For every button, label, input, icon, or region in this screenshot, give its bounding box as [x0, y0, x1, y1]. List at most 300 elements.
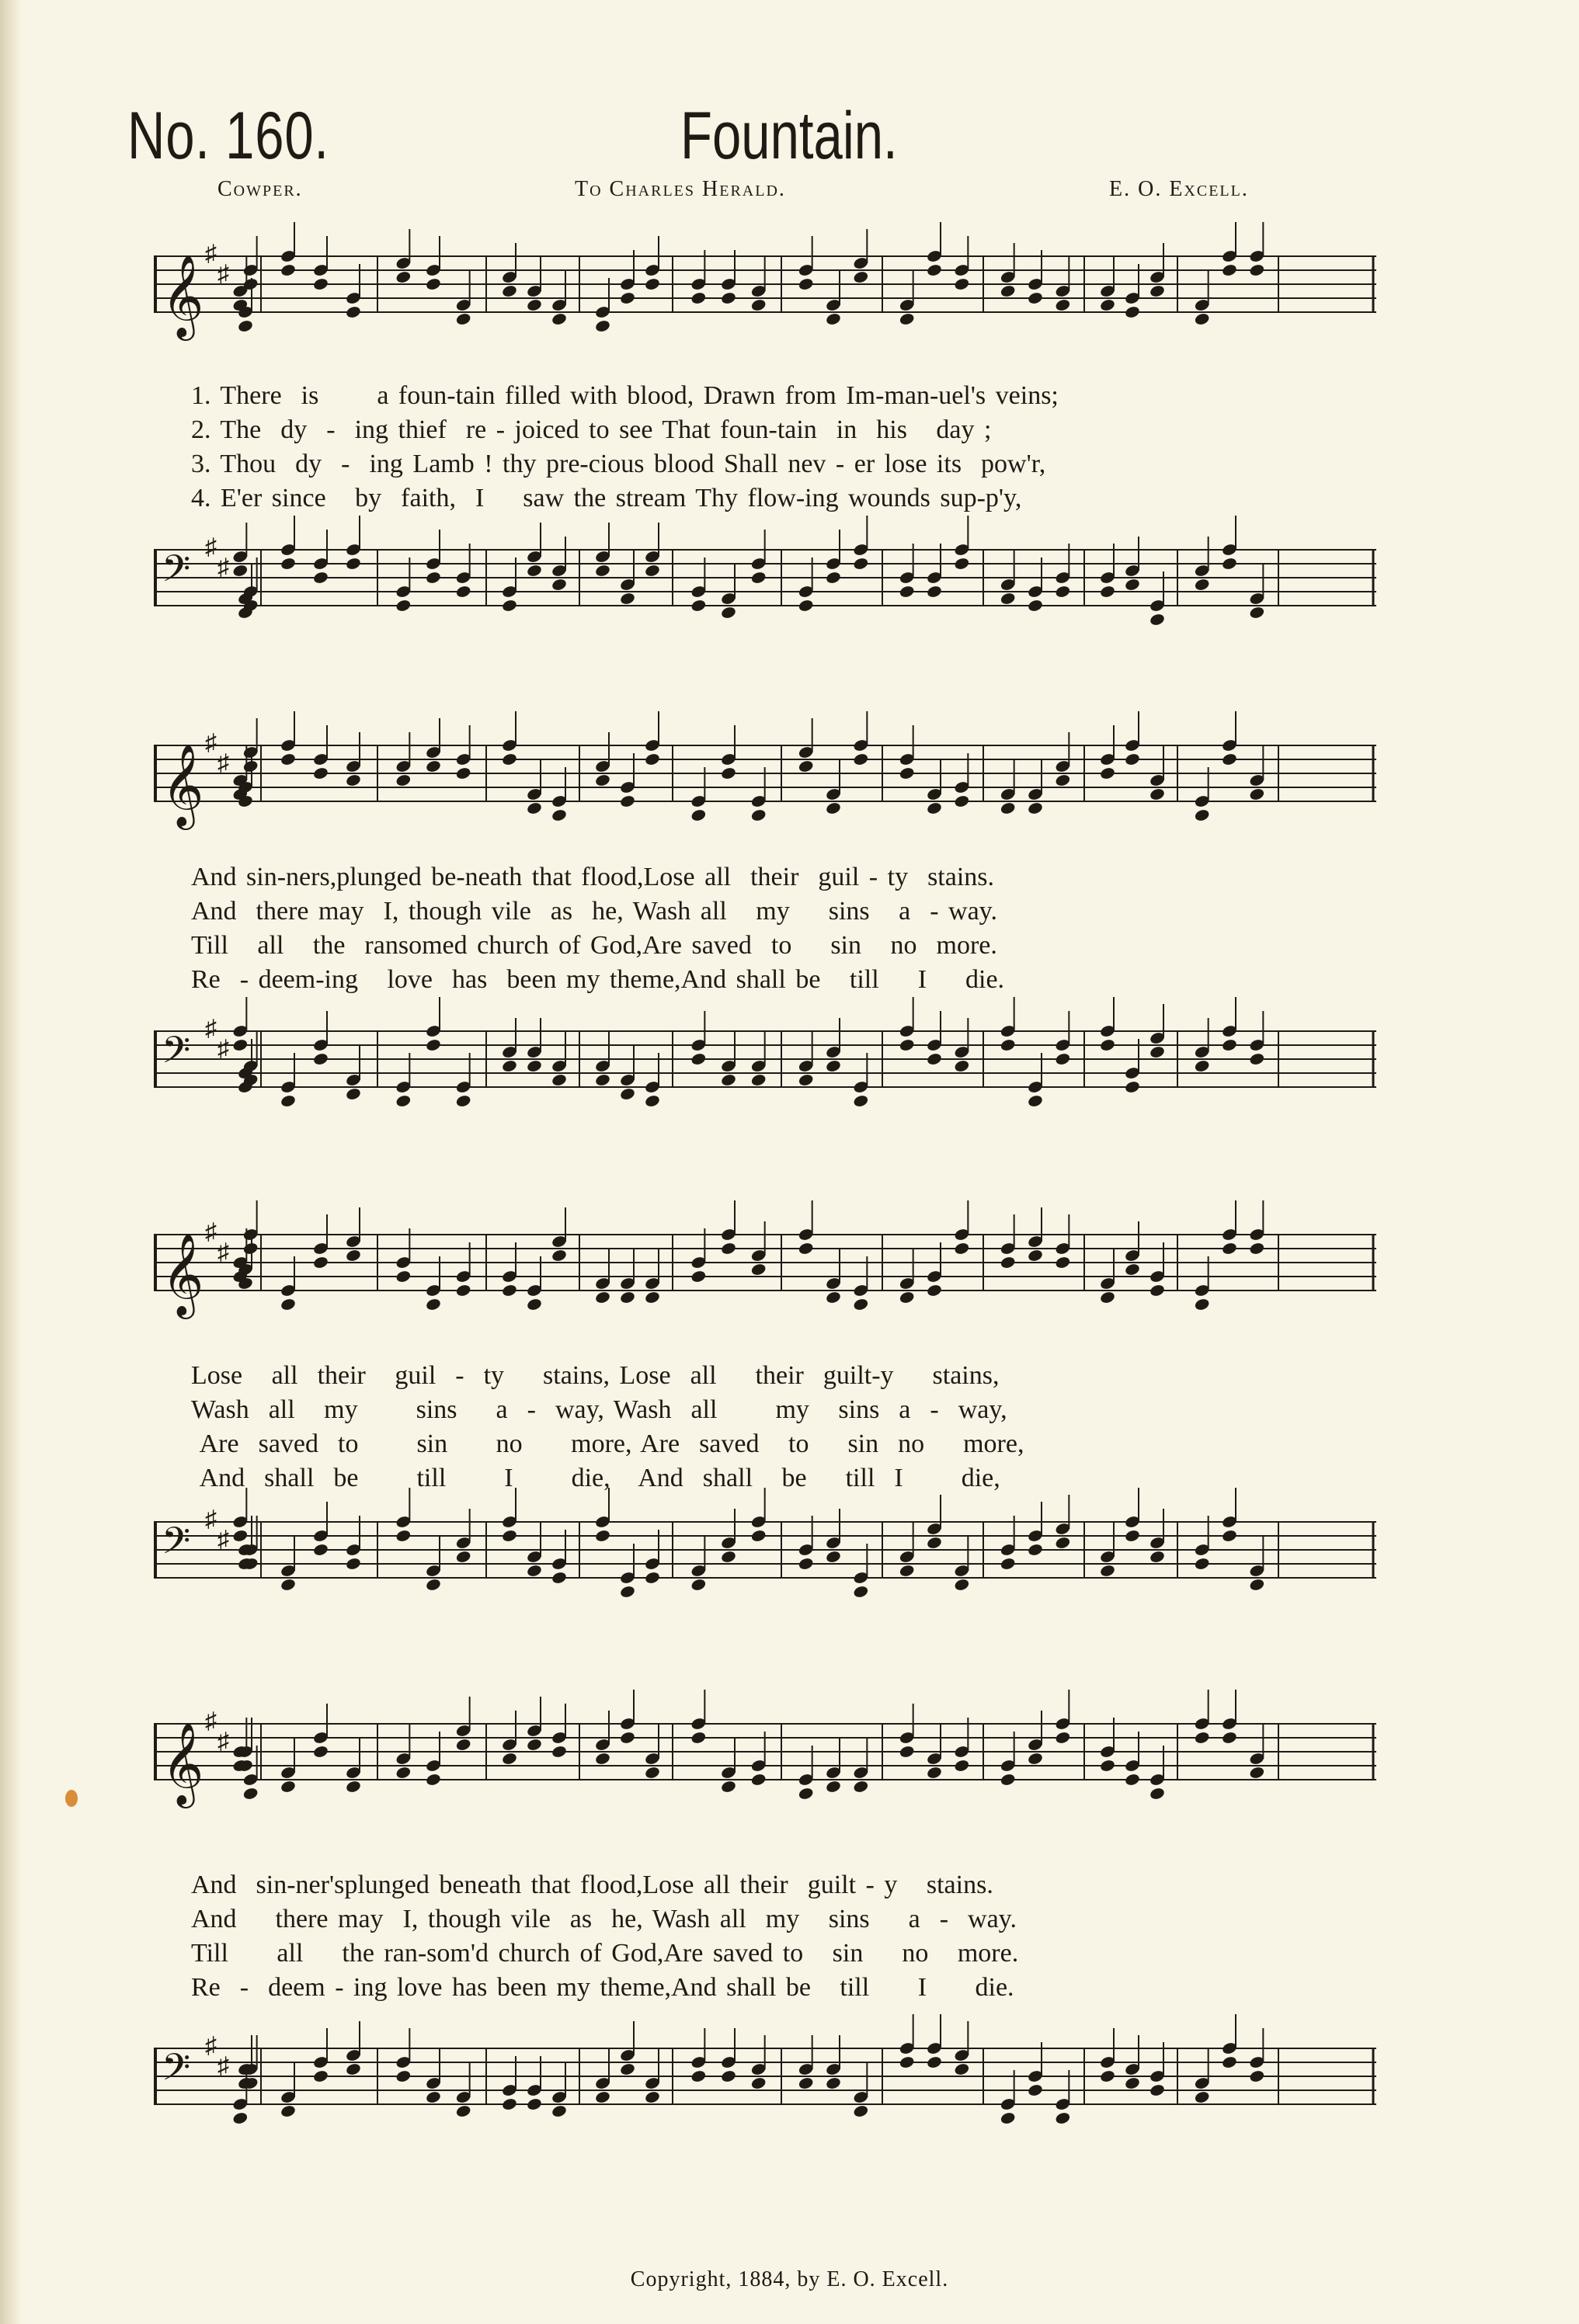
- notehead: [395, 1766, 412, 1780]
- treble-staff-1: [144, 233, 1392, 349]
- notehead: [501, 1752, 517, 1766]
- notehead: [720, 1242, 736, 1256]
- notehead: [926, 1284, 942, 1297]
- notehead: [690, 599, 707, 613]
- notehead: [825, 2076, 841, 2090]
- notehead: [425, 1578, 441, 1592]
- notehead: [720, 291, 736, 305]
- treble-clef-icon: 𝄞: [162, 1232, 204, 1315]
- notehead: [242, 759, 259, 773]
- notehead: [750, 2076, 767, 2090]
- treble-clef-icon: 𝄞: [162, 743, 204, 826]
- music-system-4: [144, 1677, 1392, 2159]
- notehead: [825, 1059, 841, 1073]
- notehead: [312, 766, 329, 780]
- notehead: [899, 585, 915, 599]
- notehead: [1194, 578, 1210, 592]
- notehead: [1194, 2090, 1210, 2104]
- notehead: [619, 1291, 635, 1304]
- notehead: [1149, 787, 1165, 801]
- notehead: [644, 1291, 660, 1304]
- notehead: [1099, 585, 1115, 599]
- composer-credit: E. O. Excell.: [1109, 177, 1249, 201]
- key-sharp-icon: ♯: [217, 261, 229, 287]
- notehead: [1027, 1094, 1043, 1108]
- notehead: [644, 1766, 660, 1780]
- lyric-line-verse-3: Till all the ran-som'd church of God,Are saved to sin no more.: [191, 1939, 1019, 1968]
- copyright-notice: Copyright, 1884, by E. O. Excell.: [630, 2267, 949, 2291]
- notehead: [1149, 613, 1165, 627]
- notehead: [425, 571, 441, 585]
- notehead: [619, 592, 635, 606]
- notehead: [345, 1780, 361, 1794]
- notehead: [1249, 1242, 1265, 1256]
- lyric-line-verse-4: 4. E'er since by faith, I saw the stream Thy flow-ing wounds sup-p'y,: [191, 484, 1022, 512]
- notehead: [1221, 2055, 1237, 2069]
- notehead: [1221, 1529, 1237, 1543]
- notehead: [619, 1087, 635, 1101]
- notehead: [594, 564, 610, 578]
- notehead: [798, 1073, 814, 1087]
- notehead: [750, 571, 767, 585]
- notehead: [1221, 1242, 1237, 1256]
- notehead: [312, 2069, 329, 2083]
- notehead: [455, 1094, 471, 1108]
- notehead: [690, 808, 707, 822]
- notehead: [280, 1297, 296, 1311]
- notehead: [798, 759, 814, 773]
- notehead: [395, 1270, 412, 1284]
- notehead: [280, 1578, 296, 1592]
- notehead: [954, 1059, 970, 1073]
- notehead: [720, 1780, 736, 1794]
- notehead: [594, 1752, 610, 1766]
- notehead: [1055, 585, 1071, 599]
- notehead: [825, 1780, 841, 1794]
- notehead: [455, 312, 471, 326]
- notehead: [1124, 305, 1140, 319]
- notehead: [720, 2069, 736, 2083]
- notehead: [312, 1256, 329, 1270]
- notehead: [232, 2111, 249, 2125]
- notehead: [1055, 1536, 1071, 1550]
- notehead: [690, 1578, 707, 1592]
- notehead: [280, 263, 296, 277]
- notehead: [1000, 2111, 1016, 2125]
- notehead: [1124, 578, 1140, 592]
- notehead: [926, 1052, 942, 1066]
- treble-clef-icon: 𝄞: [162, 254, 204, 337]
- notehead: [825, 1291, 841, 1304]
- notehead: [395, 1094, 412, 1108]
- bass-staff-2: [144, 1008, 1392, 1124]
- notehead: [1249, 606, 1265, 620]
- key-sharp-icon: ♯: [205, 730, 217, 756]
- notehead: [825, 1550, 841, 1564]
- notehead: [501, 752, 517, 766]
- notehead: [551, 1073, 567, 1087]
- notehead: [1027, 599, 1043, 613]
- notehead: [853, 1585, 869, 1599]
- notehead: [1149, 1045, 1165, 1059]
- notehead: [395, 1529, 412, 1543]
- notehead: [1055, 1256, 1071, 1270]
- notehead: [345, 1087, 361, 1101]
- treble-staff-2: [144, 722, 1392, 839]
- notehead: [750, 1529, 767, 1543]
- notehead: [1124, 752, 1140, 766]
- notehead: [1249, 1578, 1265, 1592]
- notehead: [1027, 1249, 1043, 1263]
- notehead: [1249, 2069, 1265, 2083]
- notehead: [345, 773, 361, 787]
- notehead: [619, 1731, 635, 1745]
- key-sharp-icon: ♯: [205, 1506, 217, 1532]
- key-sharp-icon: ♯: [205, 1219, 217, 1245]
- notehead: [551, 1571, 567, 1585]
- notehead: [455, 1738, 471, 1752]
- notehead: [1055, 773, 1071, 787]
- music-system-1: [144, 210, 1392, 652]
- notehead: [1249, 787, 1265, 801]
- notehead: [280, 557, 296, 571]
- notehead: [619, 291, 635, 305]
- notehead: [425, 277, 441, 291]
- key-sharp-icon: ♯: [205, 1016, 217, 1041]
- bass-staff-1: [144, 526, 1392, 643]
- notehead: [1249, 1766, 1265, 1780]
- lyric-line-verse-4: Re - deem - ing love has been my theme,And shall be till I die.: [191, 1973, 1014, 2002]
- notehead: [395, 599, 412, 613]
- treble-staff-3: [144, 1211, 1392, 1328]
- notehead: [798, 277, 814, 291]
- notehead: [594, 1529, 610, 1543]
- notehead: [395, 773, 412, 787]
- notehead: [594, 319, 610, 333]
- notehead: [1124, 1773, 1140, 1787]
- notehead: [1099, 1291, 1115, 1304]
- notehead: [1027, 1752, 1043, 1766]
- notehead: [526, 298, 542, 312]
- key-sharp-icon: ♯: [217, 1728, 229, 1754]
- notehead: [644, 752, 660, 766]
- notehead: [1000, 284, 1016, 298]
- notehead: [690, 1052, 707, 1066]
- notehead: [1027, 1543, 1043, 1557]
- notehead: [899, 1038, 915, 1052]
- notehead: [720, 1073, 736, 1087]
- lyric-line-verse-1: And sin-ners,plunged be-neath that flood,Lose all their guil - ty stains.: [191, 863, 995, 891]
- notehead: [1149, 1284, 1165, 1297]
- lyric-line-verse-4: Re - deem-ing love has been my theme,And shall be till I die.: [191, 965, 1005, 994]
- notehead: [345, 1557, 361, 1571]
- notehead: [619, 1585, 635, 1599]
- key-sharp-icon: ♯: [205, 2033, 217, 2058]
- notehead: [345, 305, 361, 319]
- notehead: [926, 1766, 942, 1780]
- notehead: [345, 557, 361, 571]
- notehead: [345, 2062, 361, 2076]
- notehead: [1099, 298, 1115, 312]
- notehead: [798, 2076, 814, 2090]
- notehead: [954, 557, 970, 571]
- notehead: [1221, 752, 1237, 766]
- notehead: [825, 312, 841, 326]
- notehead: [644, 277, 660, 291]
- notehead: [1099, 2069, 1115, 2083]
- notehead: [280, 1780, 296, 1794]
- notehead: [853, 2104, 869, 2118]
- notehead: [750, 1773, 767, 1787]
- notehead: [899, 2055, 915, 2069]
- notehead: [690, 1731, 707, 1745]
- notehead: [526, 564, 542, 578]
- bass-clef-icon: 𝄢: [162, 547, 191, 599]
- notehead: [312, 571, 329, 585]
- notehead: [455, 766, 471, 780]
- notehead: [644, 2090, 660, 2104]
- notehead: [312, 1745, 329, 1759]
- treble-staff-4: [144, 1700, 1392, 1817]
- notehead: [899, 312, 915, 326]
- notehead: [232, 1529, 249, 1543]
- notehead: [1055, 2111, 1071, 2125]
- bass-staff-4: [144, 2025, 1392, 2142]
- bass-clef-icon: 𝄢: [162, 1519, 191, 1572]
- book-binding-edge: [0, 0, 22, 2324]
- lyricist-credit: Cowper.: [217, 177, 303, 201]
- notehead: [644, 564, 660, 578]
- notehead: [526, 1297, 542, 1311]
- notehead: [455, 1284, 471, 1297]
- notehead: [720, 1550, 736, 1564]
- notehead: [1194, 1059, 1210, 1073]
- notehead: [1221, 557, 1237, 571]
- notehead: [798, 599, 814, 613]
- notehead: [798, 1242, 814, 1256]
- notehead: [425, 759, 441, 773]
- notehead: [425, 2090, 441, 2104]
- notehead: [551, 1745, 567, 1759]
- notehead: [853, 1094, 869, 1108]
- notehead: [1099, 1759, 1115, 1773]
- notehead: [1055, 298, 1071, 312]
- notehead: [1124, 1529, 1140, 1543]
- notehead: [954, 277, 970, 291]
- notehead: [619, 794, 635, 808]
- notehead: [526, 1059, 542, 1073]
- notehead: [1221, 263, 1237, 277]
- lyric-line-verse-2: 2. The dy - ing thief re - joiced to see That foun-tain in his day ;: [191, 415, 992, 444]
- notehead: [526, 1738, 542, 1752]
- notehead: [594, 2090, 610, 2104]
- notehead: [425, 1773, 441, 1787]
- notehead: [750, 298, 767, 312]
- page-mark: [65, 1790, 78, 1807]
- music-system-2: [144, 699, 1392, 1141]
- dedication: To Charles Herald.: [575, 177, 786, 201]
- notehead: [750, 1263, 767, 1277]
- notehead: [1149, 2083, 1165, 2097]
- notehead: [798, 1787, 814, 1801]
- notehead: [455, 2104, 471, 2118]
- notehead: [242, 1787, 259, 1801]
- notehead: [1099, 766, 1115, 780]
- notehead: [501, 599, 517, 613]
- notehead: [501, 1529, 517, 1543]
- notehead: [720, 766, 736, 780]
- notehead: [501, 284, 517, 298]
- key-sharp-icon: ♯: [217, 2053, 229, 2079]
- notehead: [1055, 1731, 1071, 1745]
- notehead: [1221, 1038, 1237, 1052]
- notehead: [455, 585, 471, 599]
- notehead: [1124, 1263, 1140, 1277]
- notehead: [395, 270, 412, 284]
- notehead: [926, 263, 942, 277]
- notehead: [425, 1038, 441, 1052]
- notehead: [825, 801, 841, 815]
- notehead: [594, 1073, 610, 1087]
- lyric-line-verse-3: Are saved to sin no more, Are saved to sin no more,: [191, 1429, 1024, 1458]
- notehead: [954, 794, 970, 808]
- notehead: [526, 801, 542, 815]
- music-system-3: [144, 1188, 1392, 1631]
- key-sharp-icon: ♯: [217, 1036, 229, 1061]
- notehead: [853, 270, 869, 284]
- notehead: [853, 1297, 869, 1311]
- lyric-line-verse-2: And there may I, though vile as he, Wash all my sins a - way.: [191, 1905, 1017, 1933]
- notehead: [1221, 1731, 1237, 1745]
- notehead: [551, 2104, 567, 2118]
- notehead: [619, 2062, 635, 2076]
- notehead: [1194, 312, 1210, 326]
- notehead: [501, 1284, 517, 1297]
- lyric-line-verse-2: Wash all my sins a - way, Wash all my sins a - way,: [191, 1395, 1007, 1424]
- treble-clef-icon: 𝄞: [162, 1721, 204, 1805]
- notehead: [690, 2069, 707, 2083]
- notehead: [1149, 284, 1165, 298]
- notehead: [1099, 1038, 1115, 1052]
- key-sharp-icon: ♯: [205, 1708, 217, 1734]
- notehead: [1055, 1052, 1071, 1066]
- notehead: [1000, 1557, 1016, 1571]
- notehead: [594, 1291, 610, 1304]
- notehead: [750, 808, 767, 822]
- key-sharp-icon: ♯: [205, 241, 217, 266]
- hymn-number: No. 160.: [127, 99, 329, 173]
- notehead: [1000, 1773, 1016, 1787]
- notehead: [1149, 1787, 1165, 1801]
- notehead: [232, 1038, 249, 1052]
- notehead: [1000, 801, 1016, 815]
- notehead: [853, 557, 869, 571]
- notehead: [954, 1759, 970, 1773]
- notehead: [1124, 1080, 1140, 1094]
- key-sharp-icon: ♯: [217, 750, 229, 776]
- notehead: [1099, 1564, 1115, 1578]
- notehead: [853, 752, 869, 766]
- notehead: [926, 1536, 942, 1550]
- key-sharp-icon: ♯: [217, 554, 229, 580]
- notehead: [926, 801, 942, 815]
- lyric-line-verse-4: And shall be till I die, And shall be till I die,: [191, 1464, 1000, 1492]
- notehead: [644, 1571, 660, 1585]
- lyric-line-verse-3: 3. Thou dy - ing Lamb ! thy pre-cious blood Shall nev - er lose its pow'r,: [191, 450, 1046, 478]
- lyric-line-verse-1: Lose all their guil - ty stains, Lose all their guilt-y stains,: [191, 1361, 1000, 1390]
- notehead: [242, 1242, 259, 1256]
- lyric-line-verse-1: 1. There is a foun-tain filled with blood, Drawn from Im-man-uel's veins;: [191, 381, 1059, 410]
- notehead: [1027, 801, 1043, 815]
- notehead: [237, 319, 253, 333]
- lyric-line-verse-2: And there may I, though vile as he, Wash all my sins a - way.: [191, 897, 997, 926]
- key-sharp-icon: ♯: [217, 1527, 229, 1552]
- notehead: [1194, 1297, 1210, 1311]
- notehead: [280, 752, 296, 766]
- notehead: [1027, 2083, 1043, 2097]
- notehead: [1000, 592, 1016, 606]
- notehead: [954, 1242, 970, 1256]
- notehead: [899, 1291, 915, 1304]
- notehead: [232, 564, 249, 578]
- notehead: [1194, 1731, 1210, 1745]
- notehead: [501, 1059, 517, 1073]
- bass-clef-icon: 𝄢: [162, 1028, 191, 1081]
- notehead: [720, 606, 736, 620]
- notehead: [551, 808, 567, 822]
- bass-staff-3: [144, 1499, 1392, 1615]
- notehead: [551, 578, 567, 592]
- lyric-line-verse-3: Till all the ransomed church of God,Are saved to sin no more.: [191, 931, 997, 960]
- notehead: [551, 1249, 567, 1263]
- notehead: [899, 1745, 915, 1759]
- lyric-line-verse-1: And sin-ner'splunged beneath that flood,Lose all their guilt - y stains.: [191, 1871, 993, 1899]
- notehead: [798, 1557, 814, 1571]
- notehead: [1000, 1256, 1016, 1270]
- bass-clef-icon: 𝄢: [162, 2045, 191, 2098]
- notehead: [926, 2055, 942, 2069]
- notehead: [1194, 808, 1210, 822]
- notehead: [1249, 1052, 1265, 1066]
- notehead: [690, 291, 707, 305]
- notehead: [594, 773, 610, 787]
- notehead: [1149, 1550, 1165, 1564]
- notehead: [526, 2097, 542, 2111]
- notehead: [425, 1297, 441, 1311]
- notehead: [312, 1052, 329, 1066]
- notehead: [954, 2062, 970, 2076]
- key-sharp-icon: ♯: [205, 534, 217, 560]
- hymn-title: Fountain.: [680, 99, 898, 173]
- notehead: [280, 2104, 296, 2118]
- notehead: [501, 2097, 517, 2111]
- notehead: [312, 277, 329, 291]
- notehead: [1249, 263, 1265, 277]
- notehead: [1124, 2076, 1140, 2090]
- notehead: [926, 585, 942, 599]
- notehead: [312, 1543, 329, 1557]
- notehead: [551, 312, 567, 326]
- notehead: [1194, 1557, 1210, 1571]
- notehead: [280, 1094, 296, 1108]
- notehead: [345, 1249, 361, 1263]
- notehead: [899, 1564, 915, 1578]
- notehead: [899, 766, 915, 780]
- notehead: [526, 1564, 542, 1578]
- notehead: [1027, 291, 1043, 305]
- notehead: [825, 571, 841, 585]
- notehead: [395, 2069, 412, 2083]
